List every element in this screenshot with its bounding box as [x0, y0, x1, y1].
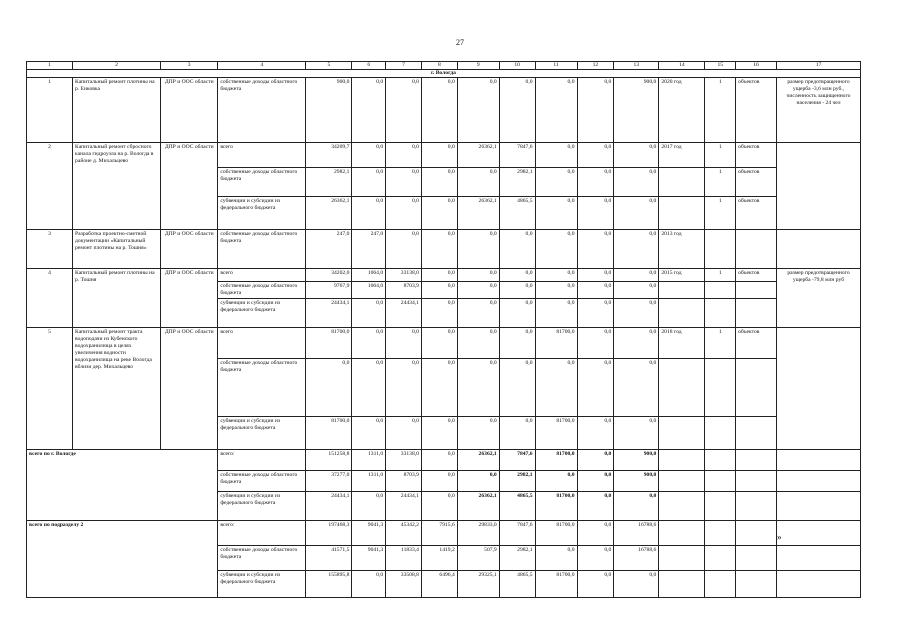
amount-cell: 37277,0 — [306, 470, 352, 491]
completion-year: 2020 год — [659, 77, 705, 142]
amount-cell: 900,0 — [614, 470, 659, 491]
empty-cell — [777, 570, 861, 597]
item-name: Капитальный ремонт сбросного канала гидроузла на р. Вологда в районе д. Михальцево — [73, 142, 161, 229]
total-label: всего по г. Вологде — [27, 449, 218, 520]
amount-cell: 1419,2 — [421, 545, 457, 570]
empty-cell — [659, 449, 705, 470]
amount-cell: 29833,0 — [457, 520, 499, 545]
empty-cell — [777, 520, 861, 545]
amount-cell: 197468,3 — [306, 520, 352, 545]
amount-cell: 0,0 — [306, 358, 352, 416]
total-row — [27, 520, 861, 545]
amount-cell: 6496,4 — [421, 570, 457, 597]
amount-cell: 26362,1 — [457, 142, 499, 167]
empty-cell — [736, 545, 777, 570]
amount-cell: 81700,0 — [535, 570, 577, 597]
funding-source: всего: — [218, 520, 306, 545]
amount-cell: 34209,7 — [306, 142, 352, 167]
amount-cell: 0,0 — [421, 449, 457, 470]
amount-cell: 9767,9 — [306, 281, 352, 298]
amount-cell: 0,0 — [535, 167, 577, 196]
empty-cell — [705, 470, 736, 491]
amount-cell: 0,0 — [535, 358, 577, 416]
amount-cell: 0,0 — [535, 142, 577, 167]
empty-cell — [777, 545, 861, 570]
empty-cell — [777, 491, 861, 520]
amount-cell: 0,0 — [614, 298, 659, 327]
amount-cell: 0,0 — [457, 77, 499, 142]
empty-cell — [705, 545, 736, 570]
funding-source: всего — [218, 142, 306, 167]
table-row — [27, 268, 861, 281]
total-label: всего по подразделу 2 — [27, 520, 218, 597]
amount-cell: 33138,0 — [386, 268, 422, 281]
item-executor: ДПР и ООС области — [161, 268, 218, 327]
amount-cell: 0,0 — [535, 545, 577, 570]
amount-cell: 0,0 — [457, 470, 499, 491]
amount-cell: 81700,0 — [535, 491, 577, 520]
amount-cell: 0,0 — [577, 470, 614, 491]
amount-cell: 29325,1 — [457, 570, 499, 597]
completion-year: 2013 год — [659, 229, 705, 268]
completion-year — [659, 358, 705, 416]
amount-cell: 0,0 — [614, 327, 659, 358]
amount-cell: 2982,1 — [499, 167, 535, 196]
object-count: 1 — [705, 327, 736, 358]
amount-cell: 900,0 — [614, 449, 659, 470]
object-count — [705, 298, 736, 327]
empty-cell — [659, 570, 705, 597]
header-cell: 11 — [535, 62, 577, 70]
amount-cell: 0,0 — [421, 470, 457, 491]
completion-year — [659, 416, 705, 449]
amount-cell: 247,0 — [306, 229, 352, 268]
funding-source: субвенции и субсидии из федерального бюджета — [218, 570, 306, 597]
amount-cell: 1311,0 — [352, 449, 386, 470]
item-result-note: размер предотвращенного ущерба -79,8 млн руб — [777, 268, 861, 327]
amount-cell: 0,0 — [352, 77, 386, 142]
completion-year — [659, 196, 705, 229]
amount-cell: 33508,8 — [386, 570, 422, 597]
amount-cell: 0,0 — [457, 229, 499, 268]
funding-source: собственные доходы областного бюджета — [218, 545, 306, 570]
amount-cell: 0,0 — [577, 142, 614, 167]
empty-cell — [659, 545, 705, 570]
amount-cell: 0,0 — [577, 491, 614, 520]
amount-cell: 0,0 — [614, 281, 659, 298]
amount-cell: 4865,5 — [499, 491, 535, 520]
item-result-note — [777, 327, 861, 449]
amount-cell: 26362,1 — [306, 196, 352, 229]
amount-cell: 7847,6 — [499, 520, 535, 545]
amount-cell: 507,9 — [457, 545, 499, 570]
amount-cell: 34202,0 — [306, 268, 352, 281]
item-executor: ДПР и ООС области — [161, 77, 218, 142]
funding-source: собственные доходы областного бюджета — [218, 358, 306, 416]
amount-cell: 0,0 — [499, 416, 535, 449]
amount-cell: 81700,0 — [535, 416, 577, 449]
object-unit — [736, 298, 777, 327]
empty-cell — [736, 449, 777, 470]
amount-cell: 0,0 — [577, 570, 614, 597]
amount-cell: 0,0 — [577, 416, 614, 449]
page-number: 27 — [456, 38, 464, 47]
amount-cell: 0,0 — [386, 327, 422, 358]
funding-source: субвенции и субсидии из федерального бюджета — [218, 491, 306, 520]
object-count — [705, 281, 736, 298]
amount-cell: 0,0 — [614, 491, 659, 520]
funding-source: собственные доходы областного бюджета — [218, 281, 306, 298]
amount-cell: 0,0 — [421, 281, 457, 298]
amount-cell: 0,0 — [457, 167, 499, 196]
object-unit: объектов — [736, 77, 777, 142]
object-unit — [736, 229, 777, 268]
object-unit: объектов — [736, 196, 777, 229]
amount-cell: 0,0 — [535, 196, 577, 229]
funding-source: субвенции и субсидии из федерального бюджета — [218, 196, 306, 229]
amount-cell: 0,0 — [535, 298, 577, 327]
empty-cell — [705, 520, 736, 545]
amount-cell: 0,0 — [499, 77, 535, 142]
table-row — [27, 77, 861, 142]
amount-cell: 0,0 — [614, 167, 659, 196]
header-cell: 14 — [659, 62, 705, 70]
amount-cell: 0,0 — [535, 470, 577, 491]
amount-cell: 0,0 — [352, 142, 386, 167]
amount-cell: 0,0 — [614, 229, 659, 268]
amount-cell: 0,0 — [386, 229, 422, 268]
amount-cell: 33138,0 — [386, 449, 422, 470]
amount-cell: 0,0 — [352, 298, 386, 327]
funding-source: всего: — [218, 449, 306, 470]
funding-source: собственные доходы областного бюджета — [218, 167, 306, 196]
amount-cell: 0,0 — [535, 268, 577, 281]
funding-source: собственные доходы областного бюджета — [218, 229, 306, 268]
header-cell: 7 — [386, 62, 422, 70]
amount-cell: 24434,1 — [386, 491, 422, 520]
amount-cell: 7915,6 — [421, 520, 457, 545]
amount-cell: 0,0 — [457, 268, 499, 281]
header-cell: 12 — [577, 62, 614, 70]
empty-cell — [777, 449, 861, 470]
amount-cell: 0,0 — [421, 327, 457, 358]
amount-cell: 0,0 — [421, 229, 457, 268]
amount-cell: 0,0 — [499, 298, 535, 327]
header-cell: 13 — [614, 62, 659, 70]
amount-cell: 81700,0 — [535, 449, 577, 470]
amount-cell: 0,0 — [577, 298, 614, 327]
object-count: 1 — [705, 196, 736, 229]
empty-cell — [659, 520, 705, 545]
total-row — [27, 449, 861, 470]
amount-cell: 0,0 — [457, 281, 499, 298]
header-cell: 2 — [73, 62, 161, 70]
amount-cell: 0,0 — [577, 77, 614, 142]
header-cell: 15 — [705, 62, 736, 70]
amount-cell: 0,0 — [614, 570, 659, 597]
amount-cell: 1311,0 — [352, 470, 386, 491]
amount-cell: 0,0 — [457, 358, 499, 416]
amount-cell: 2982,1 — [499, 545, 535, 570]
amount-cell: 0,0 — [577, 520, 614, 545]
amount-cell: 26362,1 — [457, 491, 499, 520]
amount-cell: 24434,1 — [306, 491, 352, 520]
amount-cell: 26362,1 — [457, 196, 499, 229]
amount-cell: 0,0 — [577, 545, 614, 570]
header-cell: 1 — [27, 62, 73, 70]
amount-cell: 0,0 — [421, 142, 457, 167]
amount-cell: 0,0 — [577, 167, 614, 196]
amount-cell: 0,0 — [577, 327, 614, 358]
amount-cell: 9041,3 — [352, 520, 386, 545]
header-cell: 17 — [777, 62, 861, 70]
amount-cell: 81700,0 — [306, 416, 352, 449]
completion-year: 2015 год — [659, 268, 705, 281]
amount-cell: 0,0 — [386, 142, 422, 167]
completion-year: 2017 год — [659, 142, 705, 167]
object-count — [705, 229, 736, 268]
amount-cell: 0,0 — [352, 327, 386, 358]
amount-cell: 0,0 — [499, 327, 535, 358]
amount-cell: 0,0 — [386, 196, 422, 229]
amount-cell: 0,0 — [614, 268, 659, 281]
completion-year — [659, 298, 705, 327]
amount-cell: 0,0 — [421, 167, 457, 196]
amount-cell: 0,0 — [386, 358, 422, 416]
object-unit — [736, 281, 777, 298]
funding-source: субвенции и субсидии из федерального бюджета — [218, 416, 306, 449]
city-row — [27, 69, 861, 77]
amount-cell: 45342,2 — [386, 520, 422, 545]
funding-source: всего — [218, 327, 306, 358]
amount-cell: 0,0 — [352, 491, 386, 520]
empty-cell — [736, 520, 777, 545]
item-executor: ДПР и ООС области — [161, 142, 218, 229]
amount-cell: 0,0 — [614, 142, 659, 167]
object-count: 1 — [705, 268, 736, 281]
empty-cell — [705, 491, 736, 520]
completion-year: 2018 год — [659, 327, 705, 358]
amount-cell: 0,0 — [577, 358, 614, 416]
item-executor: ДПР и ООС области — [161, 229, 218, 268]
object-count — [705, 416, 736, 449]
amount-cell: 0,0 — [577, 196, 614, 229]
city-heading: г. Вологда — [27, 69, 861, 77]
empty-cell — [659, 470, 705, 491]
empty-cell — [736, 570, 777, 597]
amount-cell: 4865,5 — [499, 196, 535, 229]
amount-cell: 900,0 — [306, 77, 352, 142]
header-cell: 5 — [306, 62, 352, 70]
object-unit — [736, 358, 777, 416]
empty-cell — [777, 470, 861, 491]
empty-cell — [736, 491, 777, 520]
item-number: 4 — [27, 268, 73, 327]
amount-cell: 24434,1 — [386, 298, 422, 327]
empty-cell — [705, 449, 736, 470]
amount-cell: 0,0 — [457, 416, 499, 449]
amount-cell: 7847,6 — [499, 142, 535, 167]
amount-cell: 8703,9 — [386, 470, 422, 491]
item-executor: ДПР и ООС области — [161, 327, 218, 449]
amount-cell: 2982,1 — [499, 470, 535, 491]
amount-cell: 0,0 — [499, 358, 535, 416]
header-row — [27, 62, 861, 70]
amount-cell: 0,0 — [614, 416, 659, 449]
amount-cell: 0,0 — [457, 327, 499, 358]
object-unit: объектов — [736, 167, 777, 196]
amount-cell: 7847,6 — [499, 449, 535, 470]
funding-source: собственные доходы областного бюджета — [218, 470, 306, 491]
amount-cell: 0,0 — [421, 416, 457, 449]
item-result-note — [777, 229, 861, 268]
object-unit: объектов — [736, 268, 777, 281]
amount-cell: 155895,8 — [306, 570, 352, 597]
amount-cell: 0,0 — [421, 358, 457, 416]
object-count: 1 — [705, 142, 736, 167]
amount-cell: 1064,0 — [352, 281, 386, 298]
amount-cell: 4865,5 — [499, 570, 535, 597]
amount-cell: 0,0 — [499, 268, 535, 281]
amount-cell: 151258,8 — [306, 449, 352, 470]
amount-cell: 0,0 — [352, 196, 386, 229]
amount-cell: 0,0 — [421, 491, 457, 520]
header-cell: 3 — [161, 62, 218, 70]
amount-cell: 0,0 — [421, 77, 457, 142]
amount-cell: 81700,0 — [535, 520, 577, 545]
object-unit: объектов — [736, 142, 777, 167]
amount-cell: 0,0 — [352, 570, 386, 597]
header-cell: 8 — [421, 62, 457, 70]
amount-cell: 1064,0 — [352, 268, 386, 281]
item-name: Капитальный ремонт тракта водоподачи из Кубенского водохранилища в целях увеличения водности водохранилища на реке Вологда вблизи дер. Михальцево — [73, 327, 161, 449]
funding-source: субвенции и субсидии из федерального бюджета — [218, 298, 306, 327]
amount-cell: 0,0 — [535, 281, 577, 298]
item-number: 1 — [27, 77, 73, 142]
amount-cell: 0,0 — [614, 196, 659, 229]
amount-cell: 0,0 — [352, 416, 386, 449]
amount-cell: 0,0 — [386, 167, 422, 196]
item-name: Капитальный ремонт плотины на р. Тошня — [73, 268, 161, 327]
funding-source: собственные доходы областного бюджета — [218, 77, 306, 142]
item-number: 5 — [27, 327, 73, 449]
item-name: Капитальный ремонт плотины на р. Еиковка — [73, 77, 161, 142]
amount-cell: 0,0 — [577, 449, 614, 470]
empty-cell — [705, 570, 736, 597]
amount-cell: 0,0 — [421, 298, 457, 327]
amount-cell: 0,0 — [421, 196, 457, 229]
program-table — [26, 61, 861, 598]
amount-cell: 0,0 — [499, 229, 535, 268]
amount-cell: 247,0 — [352, 229, 386, 268]
empty-cell — [659, 491, 705, 520]
header-cell: 4 — [218, 62, 306, 70]
amount-cell: 0,0 — [577, 268, 614, 281]
amount-cell: 0,0 — [535, 77, 577, 142]
completion-year — [659, 167, 705, 196]
object-count — [705, 358, 736, 416]
amount-cell: 41571,5 — [306, 545, 352, 570]
table-row — [27, 142, 861, 167]
amount-cell: 0,0 — [577, 229, 614, 268]
item-result-note — [777, 142, 861, 229]
object-count: 1 — [705, 77, 736, 142]
object-unit — [736, 416, 777, 449]
funding-source: всего — [218, 268, 306, 281]
amount-cell: 0,0 — [499, 281, 535, 298]
amount-cell: 0,0 — [386, 77, 422, 142]
header-cell: 9 — [457, 62, 499, 70]
amount-cell: 0,0 — [352, 358, 386, 416]
object-unit: объектов — [736, 327, 777, 358]
completion-year — [659, 281, 705, 298]
amount-cell: 0,0 — [421, 268, 457, 281]
amount-cell: 0,0 — [457, 298, 499, 327]
header-cell: 10 — [499, 62, 535, 70]
amount-cell: 0,0 — [535, 229, 577, 268]
amount-cell: 8703,9 — [386, 281, 422, 298]
continuation-mark: » — [777, 532, 782, 542]
amount-cell: 16788,6 — [614, 545, 659, 570]
table-row — [27, 327, 861, 358]
object-count: 1 — [705, 167, 736, 196]
amount-cell: 81700,0 — [535, 327, 577, 358]
amount-cell: 0,0 — [577, 281, 614, 298]
header-cell: 16 — [736, 62, 777, 70]
amount-cell: 11833,4 — [386, 545, 422, 570]
item-result-note: размер предотвращенного ущерба -3,6 млн руб., численность защищенного населения - 24 чел — [777, 77, 861, 142]
amount-cell: 0,0 — [352, 167, 386, 196]
item-name: Разработка проектно-сметной документации «Капитальный ремонт плотины на р. Тошня» — [73, 229, 161, 268]
amount-cell: 0,0 — [614, 358, 659, 416]
item-number: 2 — [27, 142, 73, 229]
amount-cell: 81700,0 — [306, 327, 352, 358]
empty-cell — [736, 470, 777, 491]
amount-cell: 2982,1 — [306, 167, 352, 196]
amount-cell: 900,0 — [614, 77, 659, 142]
amount-cell: 0,0 — [386, 416, 422, 449]
amount-cell: 16788,6 — [614, 520, 659, 545]
amount-cell: 9041,3 — [352, 545, 386, 570]
header-cell: 6 — [352, 62, 386, 70]
amount-cell: 26362,1 — [457, 449, 499, 470]
amount-cell: 24434,1 — [306, 298, 352, 327]
table-row — [27, 229, 861, 268]
item-number: 3 — [27, 229, 73, 268]
